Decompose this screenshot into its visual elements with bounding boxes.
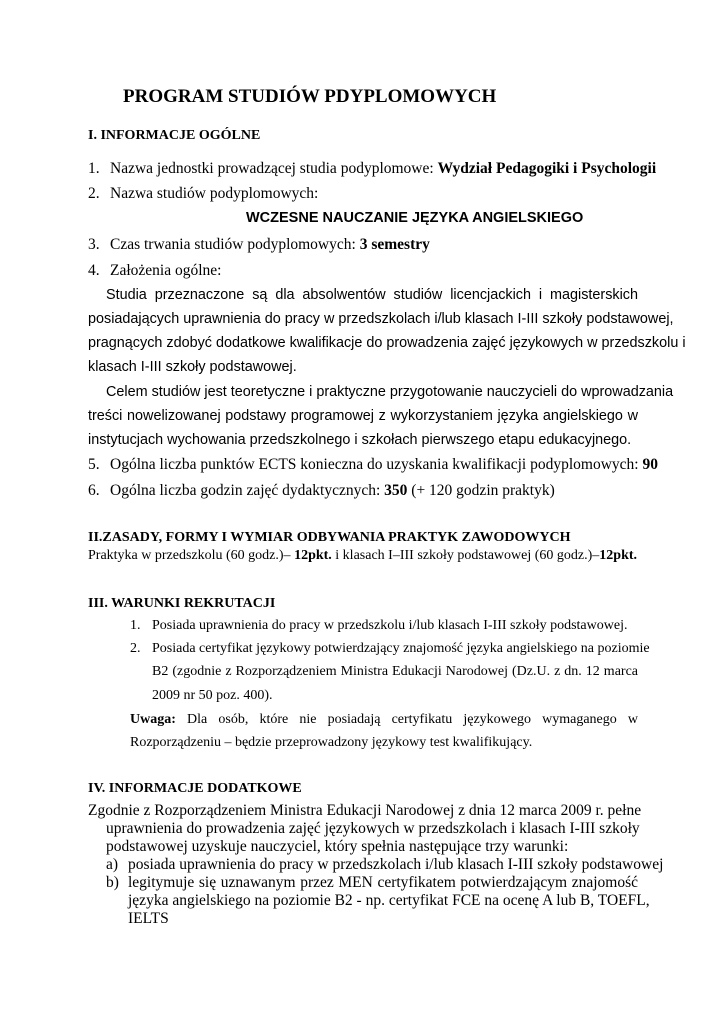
paragraph-line: uprawnienia do prowadzenia zajęć językowych w przedszkolach i klasach I-III szkoły bbox=[106, 820, 640, 837]
item-label: Czas trwania studiów podyplomowych: bbox=[110, 236, 360, 253]
section-1-heading: I. INFORMACJE OGÓLNE bbox=[88, 128, 261, 143]
hours-suffix: (+ 120 godzin praktyk) bbox=[407, 482, 555, 499]
list-item: posiada uprawnienia do pracy w przedszkolach i/lub klasach I-III szkoły podstawowej bbox=[128, 856, 664, 873]
list-marker: a) bbox=[106, 856, 119, 873]
list-number: 2. bbox=[130, 641, 141, 656]
ects-value: 90 bbox=[642, 456, 658, 473]
list-item-line: legitymuje się uznawanym przez MEN certyfikatem potwierdzającym znajomość bbox=[128, 874, 638, 891]
item-text-line: B2 (zgodnie z Rozporządzeniem Ministra Edukacji Narodowej (Dz.U. z dn. 12 marca bbox=[152, 664, 638, 679]
list-item bbox=[88, 456, 658, 474]
note-text: Dla osób, które nie posiadają certyfikatu językowego wymaganego w bbox=[175, 712, 638, 727]
paragraph-line: podstawowej uzyskuje nauczyciel, który spełnia następujące trzy warunki: bbox=[106, 838, 569, 855]
list-number: 4. bbox=[88, 262, 100, 279]
note-line bbox=[130, 712, 638, 728]
paragraph-line: Studia przeznaczone są dla absolwentów studiów licencjackich i magisterskich bbox=[106, 287, 638, 303]
practice-line bbox=[88, 548, 637, 564]
unit-name: Wydział Pedagogiki i Psychologii bbox=[437, 160, 657, 177]
item-label: Założenia ogólne: bbox=[110, 262, 222, 279]
practice-text-b: i klasach I–III szkoły podstawowej (60 godz.)– bbox=[331, 548, 600, 563]
list-item bbox=[130, 618, 627, 634]
page-title: PROGRAM STUDIÓW PDYPLOMOWYCH bbox=[123, 86, 497, 107]
list-item bbox=[88, 160, 656, 178]
list-item bbox=[88, 262, 221, 280]
section-4-heading: IV. INFORMACJE DODATKOWE bbox=[88, 781, 302, 796]
points-a: 12pkt. bbox=[294, 548, 332, 563]
list-marker: b) bbox=[106, 874, 119, 891]
paragraph-line: klasach I-III szkoły podstawowej. bbox=[88, 359, 297, 375]
practice-text-a: Praktyka w przedszkolu (60 godz.)– bbox=[88, 548, 295, 563]
list-number: 5. bbox=[88, 456, 100, 473]
note-line: Rozporządzeniu – będzie przeprowadzony językowy test kwalifikujący. bbox=[130, 735, 533, 750]
paragraph-line: posiadających uprawnienia do pracy w przedszkolach i/lub klasach I-III szkoły podstawowej, bbox=[88, 311, 674, 327]
list-item-line: IELTS bbox=[128, 910, 169, 927]
item-text-line: 2009 nr 50 poz. 400). bbox=[152, 688, 273, 703]
item-label: Ogólna liczba godzin zajęć dydaktycznych: bbox=[110, 482, 385, 499]
list-number: 2. bbox=[88, 185, 100, 202]
item-label: Ogólna liczba punktów ECTS konieczna do uzyskania kwalifikacji podyplomowych: bbox=[110, 456, 643, 473]
paragraph-line: Zgodnie z Rozporządzeniem Ministra Edukacji Narodowej z dnia 12 marca 2009 r. pełne bbox=[88, 802, 642, 819]
points-b: 12pkt. bbox=[599, 548, 638, 563]
note-label: Uwaga: bbox=[130, 712, 176, 727]
list-number: 1. bbox=[88, 160, 100, 177]
duration-value: 3 semestry bbox=[359, 236, 430, 253]
list-item bbox=[88, 482, 555, 500]
paragraph-line: Celem studiów jest teoretyczne i praktyczne przygotowanie nauczycieli do wprowadzania bbox=[106, 384, 674, 400]
list-number: 3. bbox=[88, 236, 100, 253]
item-label: Nazwa jednostki prowadzącej studia podyplomowe: bbox=[110, 160, 438, 177]
list-item bbox=[88, 185, 318, 203]
hours-value: 350 bbox=[384, 482, 408, 499]
item-text-line: Posiada certyfikat językowy potwierdzający znajomość języka angielskiego na poziomie bbox=[152, 641, 650, 656]
section-3-heading: III. WARUNKI REKRUTACJI bbox=[88, 596, 276, 611]
list-item-line: języka angielskiego na poziomie B2 - np. certyfikat FCE na ocenę A lub B, TOEFL, bbox=[128, 892, 650, 909]
paragraph-line: pragnących zdobyć dodatkowe kwalifikacje do prowadzenia zajęć językowych w przedszkolu i bbox=[88, 335, 686, 351]
list-item bbox=[88, 236, 430, 254]
paragraph-line: treści nowelizowanej podstawy programowej z wykorzystaniem języka angielskiego w bbox=[88, 408, 638, 424]
list-number: 6. bbox=[88, 482, 100, 499]
list-number: 1. bbox=[130, 618, 141, 633]
item-label: Nazwa studiów podyplomowych: bbox=[110, 185, 319, 202]
item-text: Posiada uprawnienia do pracy w przedszkolu i/lub klasach I-III szkoły podstawowej. bbox=[152, 618, 628, 633]
program-name: WCZESNE NAUCZANIE JĘZYKA ANGIELSKIEGO bbox=[246, 210, 584, 226]
paragraph-line: instytucjach wychowania przedszkolnego i szkołach pierwszego etapu edukacyjnego. bbox=[88, 432, 632, 448]
section-2-heading: II.ZASADY, FORMY I WYMIAR ODBYWANIA PRAKTYK ZAWODOWYCH bbox=[88, 530, 571, 545]
